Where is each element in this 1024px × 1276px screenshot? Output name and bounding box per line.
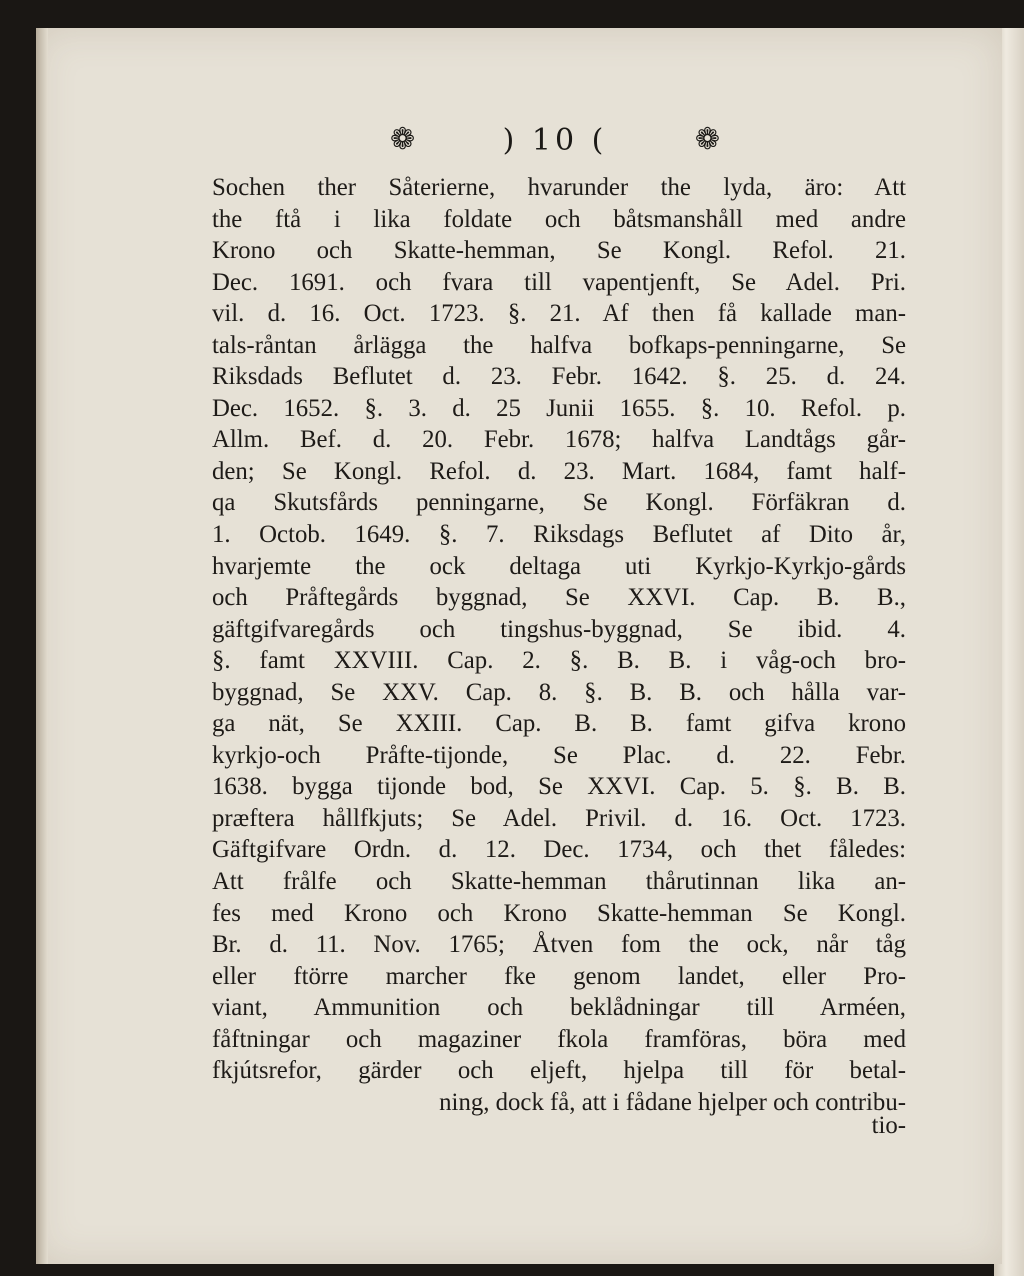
gutter-shadow [36,28,48,1264]
text-line: viant, Ammunition och beklådningar till Arméen, [212,994,906,1022]
text-line: ga nät, Se XXIII. Cap. B. B. famt gifva krono [212,710,906,738]
text-line: 1638. bygga tijonde bod, Se XXVI. Cap. 5. §. B. B. [212,773,906,801]
body-text [212,172,906,1118]
text-line: fes med Krono och Krono Skatte-hemman Se Kongl. [212,899,906,927]
text-line: præftera hållfkjuts; Se Adel. Privil. d. 16. Oct. 1723. [212,804,906,832]
left-flower-ornament-icon: ❁ [390,122,416,157]
text-line: fåftningar och magaziner fkola framföras, böra med [212,1025,906,1053]
text-line: Allm. Bef. d. 20. Febr. 1678; halfva Landtågs går- [212,426,906,454]
text-line: Br. d. 11. Nov. 1765; Åtven fom the ock, når tåg [212,931,906,959]
text-line: ning, dock få, att i fådane hjelper och contribu- [439,1088,906,1116]
text-line: §. famt XXVIII. Cap. 2. §. B. B. i våg-och bro- [212,647,906,675]
text-line: the ftå i lika foldate och båtsmanshåll med andre [212,205,906,233]
text-line: den; Se Kongl. Refol. d. 23. Mart. 1684, famt half- [212,457,906,485]
text-line: eller ftörre marcher fke genom landet, eller Pro- [212,962,906,990]
text-line: gäftgifvaregårds och tingshus-byggnad, Se ibid. 4. [212,615,906,643]
page-number: ) 10 ( [502,122,608,158]
running-header [390,120,720,160]
catchword: tio- [871,1112,906,1139]
text-line: byggnad, Se XXV. Cap. 8. §. B. B. och hålla var- [212,678,906,706]
text-line: och Pråftegårds byggnad, Se XXVI. Cap. B. B., [212,584,906,612]
text-line: Gäftgifvare Ordn. d. 12. Dec. 1734, och thet fåledes: [212,836,906,864]
text-line: Riksdads Beflutet d. 23. Febr. 1642. §. 25. d. 24. [212,363,906,391]
text-line: kyrkjo-och Pråfte-tijonde, Se Plac. d. 22. Febr. [212,741,906,769]
text-line: 1. Octob. 1649. §. 7. Riksdags Beflutet af Dito år, [212,521,906,549]
text-line: Dec. 1691. och fvara till vapentjenft, Se Adel. Pri. [212,268,906,296]
right-flower-ornament-icon: ❁ [694,122,720,157]
text-line: qa Skutsfårds penningarne, Se Kongl. Förfäkran d. [212,489,906,517]
text-line: Dec. 1652. §. 3. d. 25 Junii 1655. §. 10. Refol. p. [212,394,906,422]
text-line: Att frålfe och Skatte-hemman thårutinnan lika an- [212,868,906,896]
text-line: Krono och Skatte-hemman, Se Kongl. Refol. 21. [212,237,906,265]
text-line: hvarjemte the ock deltaga uti Kyrkjo-Kyrkjo-gårds [212,552,906,580]
text-line: tals-råntan årlägga the halfva bofkaps-penningarne, Se [212,331,906,359]
text-line: vil. d. 16. Oct. 1723. §. 21. Af then få kallade man- [212,300,906,328]
text-line: fkjútsrefor, gärder och eljeft, hjelpa till för betal- [212,1057,906,1085]
text-line: Sochen ther Såterierne, hvarunder the lyda, äro: Att [212,174,906,201]
